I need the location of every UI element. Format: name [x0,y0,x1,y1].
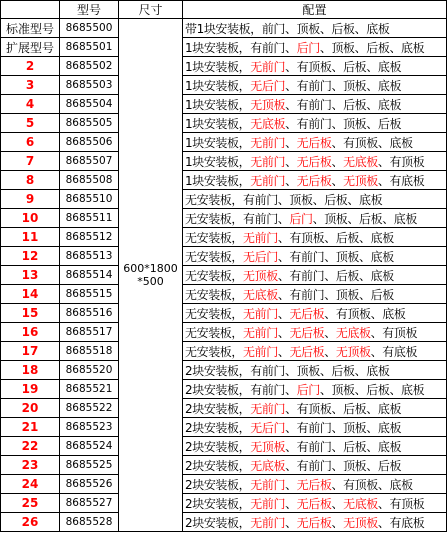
table-row [1,38,447,57]
model-number: 8685525 [60,456,119,475]
config-cell [183,475,447,494]
config-segment: 、 [285,154,297,169]
config-segment: 无顶板 [343,515,378,530]
config-cell [183,76,447,95]
config-segment: 无后板 [289,344,325,359]
table-row [1,114,447,133]
table-row [1,380,447,399]
model-number: 8685500 [60,19,119,38]
config-segment: 无顶板 [343,173,378,188]
config-segment: 、 [277,306,290,321]
config-segment: 无后板 [296,515,332,530]
table-row [1,304,447,323]
config-segment: 无后门 [243,249,278,264]
config-segment: 、有前门、后板、底板 [285,97,402,112]
model-number: 8685508 [60,171,119,190]
row-index: 20 [1,399,60,418]
config-segment: 1块安装板，有前门、 [185,40,297,55]
model-number: 8685521 [60,380,119,399]
model-number: 8685518 [60,342,119,361]
config-segment: 1块安装板， [185,135,251,150]
header-row [1,1,447,19]
config-segment: 2块安装板， [185,477,251,492]
table-row [1,342,447,361]
config-cell [183,323,447,342]
config-segment: 无前门 [250,59,286,74]
row-index: 8 [1,171,60,190]
config-segment: 、有前门、后板、底板 [277,268,394,283]
config-segment: 、有前门、顶板、底板 [285,420,402,435]
row-index: 7 [1,152,60,171]
config-cell [183,361,447,380]
config-segment: 、 [285,477,297,492]
header-model: 型号 [60,1,119,19]
row-index: 5 [1,114,60,133]
config-segment: 无前门 [243,230,278,245]
row-index: 21 [1,418,60,437]
config-segment: 、 [285,515,297,530]
config-segment: 2块安装板， [185,420,251,435]
config-segment: 、有前门、顶板、后板 [277,287,394,302]
table-row [1,171,447,190]
config-segment: 无安装板， [185,249,244,264]
config-cell [183,342,447,361]
model-number: 8685514 [60,266,119,285]
config-segment: 、顶板、后板、底板 [319,382,425,397]
config-segment: 、有顶板、底板 [324,306,406,321]
config-segment: 2块安装板， [185,496,251,511]
config-cell [183,494,447,513]
config-segment: 、有底板 [370,344,418,359]
config-segment: 无前门 [250,173,286,188]
config-segment: 、有前门、顶板、底板 [277,249,394,264]
table-row [1,418,447,437]
config-segment: 无安装板， [185,306,244,321]
config-cell [183,380,447,399]
config-segment: 、 [331,154,344,169]
config-cell [183,190,447,209]
model-number: 8685506 [60,133,119,152]
row-index: 10 [1,209,60,228]
table-row [1,209,447,228]
table-row [1,190,447,209]
config-segment: 、 [324,344,336,359]
table-row [1,19,447,38]
config-cell [183,304,447,323]
model-number: 8685528 [60,513,119,532]
config-segment: 无底板 [243,287,278,302]
header-size: 尺寸 [119,1,183,19]
table-row [1,285,447,304]
config-segment: 后门 [289,211,313,226]
model-number: 8685512 [60,228,119,247]
config-segment: 无安装板， [185,325,244,340]
config-segment: 1块安装板， [185,116,251,131]
model-number: 8685510 [60,190,119,209]
table-row [1,95,447,114]
model-number: 8685516 [60,304,119,323]
config-segment: 1块安装板， [185,154,251,169]
model-number: 8685526 [60,475,119,494]
config-segment: 、 [285,496,297,511]
config-segment: 、有顶板 [377,154,425,169]
config-cell [183,19,447,38]
config-segment: 无前门 [250,401,286,416]
model-number: 8685504 [60,95,119,114]
config-segment: 、有前门、顶板、后板 [285,116,402,131]
table-row [1,456,447,475]
config-segment: 2块安装板，有前门、 [185,382,297,397]
row-index: 13 [1,266,60,285]
config-segment: 、有顶板 [370,325,418,340]
config-segment: 无前门 [250,477,286,492]
config-segment: 、 [331,515,344,530]
config-segment: 无后门 [250,420,286,435]
model-number: 8685522 [60,399,119,418]
config-segment: 无后板 [289,325,325,340]
config-segment: 、有顶板、后板、底板 [285,401,402,416]
model-number: 8685513 [60,247,119,266]
model-number: 8685507 [60,152,119,171]
table-row [1,228,447,247]
config-segment: 、顶板、后板、底板 [319,40,425,55]
config-cell [183,418,447,437]
model-number: 8685524 [60,437,119,456]
model-number: 8685520 [60,361,119,380]
config-segment: 、顶板、后板、底板 [312,211,418,226]
table-row [1,513,447,532]
config-segment: 无前门 [243,325,278,340]
config-segment: 、有顶板、后板、底板 [277,230,394,245]
row-index: 23 [1,456,60,475]
table-row [1,361,447,380]
table-row [1,247,447,266]
row-index: 3 [1,76,60,95]
config-cell [183,114,447,133]
config-segment: 无安装板， [185,268,244,283]
config-segment: 无前门 [243,306,278,321]
row-index: 4 [1,95,60,114]
model-number: 8685501 [60,38,119,57]
config-cell [183,228,447,247]
spec-table-body [1,1,447,532]
config-segment: 无安装板， [185,230,244,245]
table-row [1,399,447,418]
header-config: 配置 [183,1,447,19]
model-number: 8685503 [60,76,119,95]
config-segment: 1块安装板， [185,78,251,93]
config-segment: 、 [285,135,297,150]
model-number: 8685515 [60,285,119,304]
config-segment: 无前门 [250,496,286,511]
row-index: 26 [1,513,60,532]
header-index [1,1,60,19]
table-row [1,76,447,95]
row-index: 24 [1,475,60,494]
size-cell: 600*1800*500 [119,19,183,532]
config-cell [183,285,447,304]
config-segment: 后门 [296,40,320,55]
config-segment: 、有底板 [377,515,425,530]
config-segment: 、有前门、顶板、后板 [285,458,402,473]
config-segment: 带1块安装板，前门、顶板、后板、底板 [185,21,390,36]
row-index: 扩展型号 [1,38,60,57]
config-segment: 无后板 [296,496,332,511]
config-segment: 、有底板 [377,173,425,188]
config-segment: 无顶板 [335,344,371,359]
row-index: 2 [1,57,60,76]
config-cell [183,171,447,190]
table-row [1,152,447,171]
model-number: 8685511 [60,209,119,228]
config-segment: 无后板 [296,477,332,492]
config-segment: 无底板 [343,496,378,511]
row-index: 22 [1,437,60,456]
config-cell [183,133,447,152]
config-segment: 无顶板 [243,268,278,283]
row-index: 18 [1,361,60,380]
table-row [1,475,447,494]
row-index: 9 [1,190,60,209]
config-segment: 、 [331,496,344,511]
config-segment: 1块安装板， [185,59,251,74]
config-segment: 2块安装板， [185,458,251,473]
config-segment: 1块安装板， [185,173,251,188]
config-segment: 无后门 [250,78,286,93]
config-segment: 无底板 [335,325,371,340]
config-segment: 2块安装板， [185,401,251,416]
config-segment: 后门 [296,382,320,397]
config-cell [183,456,447,475]
config-cell [183,38,447,57]
config-cell [183,95,447,114]
model-number: 8685502 [60,57,119,76]
row-index: 16 [1,323,60,342]
table-row [1,133,447,152]
config-segment: 无顶板 [250,439,286,454]
config-segment: 无安装板， [185,287,244,302]
config-cell [183,399,447,418]
config-cell [183,513,447,532]
config-segment: 、 [331,173,344,188]
config-segment: 、 [285,173,297,188]
row-index: 12 [1,247,60,266]
config-cell [183,437,447,456]
config-segment: 、 [277,344,290,359]
model-number: 8685523 [60,418,119,437]
row-index: 14 [1,285,60,304]
config-segment: 无安装板，有前门、 [185,211,290,226]
model-number: 8685505 [60,114,119,133]
table-row [1,57,447,76]
row-index: 6 [1,133,60,152]
config-segment: 无安装板，有前门、顶板、后板、底板 [185,192,383,207]
table-row [1,266,447,285]
config-cell [183,266,447,285]
config-segment: 无顶板 [250,97,286,112]
config-segment: 、有顶板、底板 [331,477,413,492]
config-segment: 无后板 [289,306,325,321]
table-row [1,437,447,456]
row-index: 19 [1,380,60,399]
config-segment: 、有顶板、底板 [331,135,413,150]
config-segment: 2块安装板， [185,439,251,454]
config-segment: 2块安装板， [185,515,251,530]
config-segment: 1块安装板， [185,97,251,112]
config-segment: 无前门 [243,344,278,359]
config-segment: 无后板 [296,154,332,169]
row-index: 标准型号 [1,19,60,38]
table-row [1,323,447,342]
config-segment: 、有前门、顶板、底板 [285,78,402,93]
config-segment: 2块安装板，有前门、顶板、后板、底板 [185,363,390,378]
model-number: 8685527 [60,494,119,513]
config-segment: 无后板 [296,173,332,188]
row-index: 17 [1,342,60,361]
config-cell [183,57,447,76]
config-segment: 无底板 [343,154,378,169]
config-segment: 无安装板， [185,344,244,359]
config-segment: 、 [277,325,290,340]
config-segment: 无前门 [250,154,286,169]
row-index: 25 [1,494,60,513]
config-segment: 无后板 [296,135,332,150]
config-cell [183,247,447,266]
config-segment: 无前门 [250,515,286,530]
config-cell [183,152,447,171]
config-cell [183,209,447,228]
config-segment: 、有顶板、后板、底板 [285,59,402,74]
model-number: 8685517 [60,323,119,342]
row-index: 15 [1,304,60,323]
config-segment: 、有前门、后板、底板 [285,439,402,454]
config-segment: 无前门 [250,135,286,150]
config-segment: 、有顶板 [377,496,425,511]
config-segment: 无底板 [250,116,286,131]
row-index: 11 [1,228,60,247]
table-row [1,494,447,513]
config-segment: 、 [324,325,336,340]
config-segment: 无底板 [250,458,286,473]
